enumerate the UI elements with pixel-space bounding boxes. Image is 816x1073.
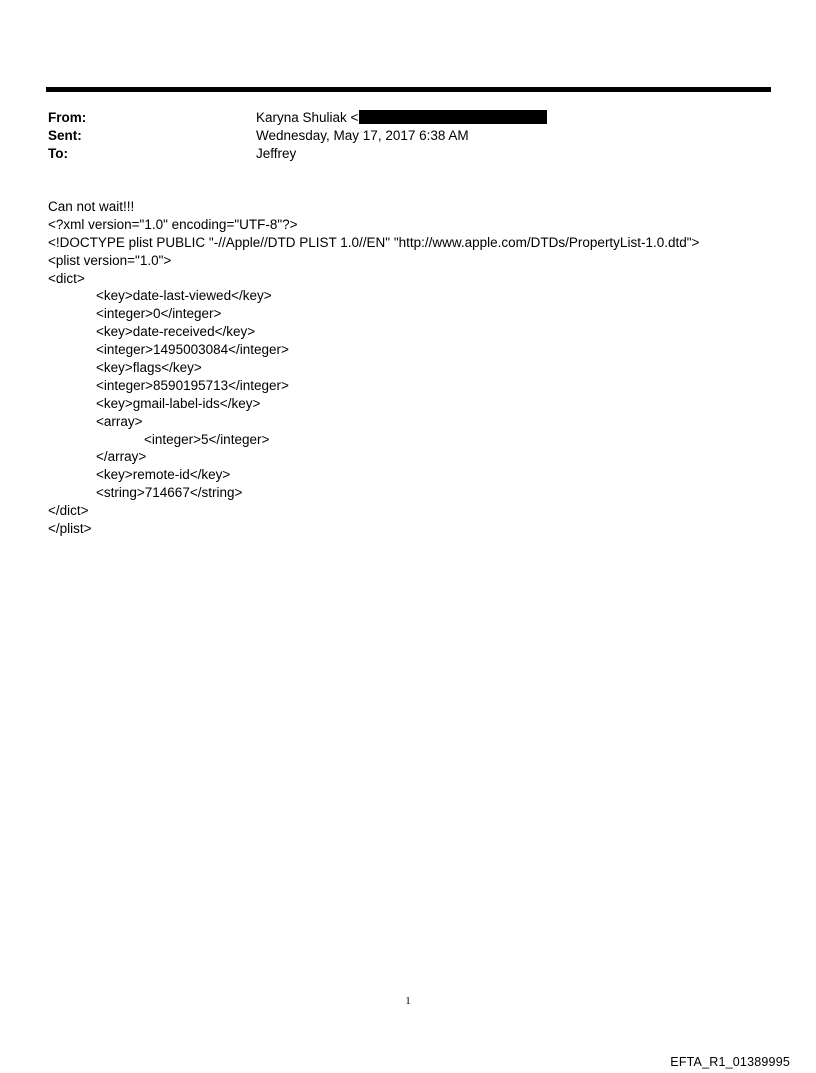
body-line: <key>date-last-viewed</key> [96,288,272,304]
to-row [48,144,748,163]
to-value: Jeffrey [256,146,297,161]
header-divider-rule [46,87,771,92]
body-line: <?xml version="1.0" encoding="UTF-8"?> [48,216,298,232]
body-line: <key>date-received</key> [96,324,256,340]
sent-value: Wednesday, May 17, 2017 6:38 AM [256,128,469,143]
body-line: <dict> [48,270,85,286]
body-line: <string>714667</string> [96,485,243,501]
from-label: From: [48,110,87,125]
document-id: EFTA_R1_01389995 [670,1055,790,1069]
body-line: <integer>1495003084</integer> [96,342,289,358]
body-line: <array> [96,413,143,429]
from-value [256,108,547,127]
sent-row [48,126,748,145]
redaction-box [359,110,547,124]
body-line: <integer>5</integer> [144,431,270,447]
body-line: </plist> [48,521,92,537]
body-line: <key>gmail-label-ids</key> [96,395,261,411]
body-line: <!DOCTYPE plist PUBLIC "-//Apple//DTD PLIST 1.0//EN" "http://www.apple.com/DTDs/PropertyList-1.0.dtd"> [48,234,700,250]
body-line: <integer>8590195713</integer> [96,377,289,393]
body-line: Can not wait!!! [48,199,135,214]
from-sender: Karyna Shuliak < [256,110,359,125]
body-line: <plist version="1.0"> [48,252,172,268]
to-label: To: [48,146,68,161]
body-line: </dict> [48,503,89,519]
from-row [48,108,748,127]
page-number: 1 [405,995,411,1007]
sent-label: Sent: [48,128,82,143]
body-line: <integer>0</integer> [96,306,222,322]
body-line: </array> [96,449,147,465]
body-line: <key>flags</key> [96,360,202,376]
body-line: <key>remote-id</key> [96,467,231,483]
email-body [48,198,788,538]
